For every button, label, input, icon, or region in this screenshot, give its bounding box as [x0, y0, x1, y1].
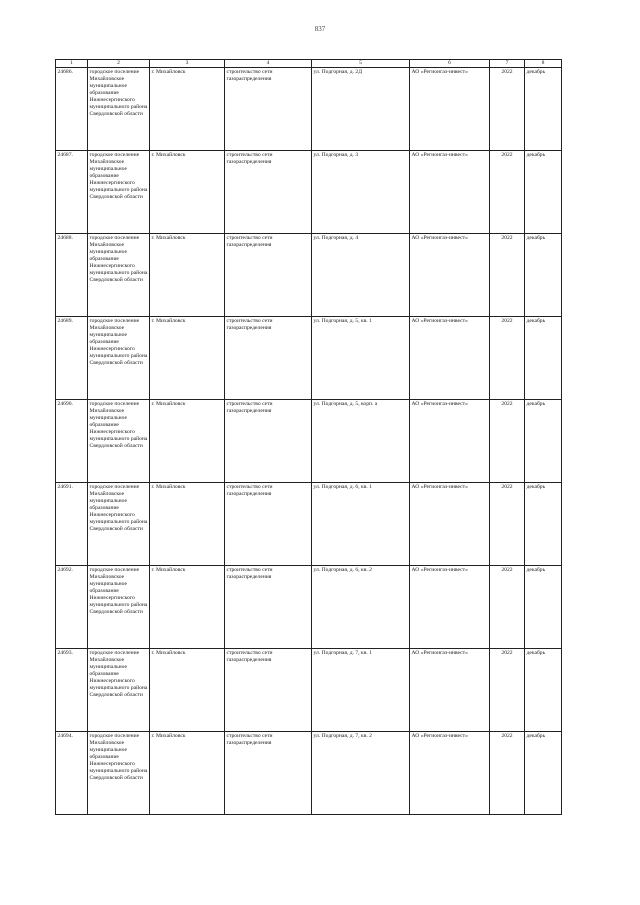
- address-cell: ул. Подгорная, д. 3: [312, 151, 410, 234]
- year-cell: 2022: [490, 234, 525, 317]
- month-cell: декабрь: [525, 151, 562, 234]
- settlement-cell: г. Михайловск: [150, 483, 225, 566]
- year-cell: 2022: [490, 68, 525, 151]
- year-cell: 2022: [490, 566, 525, 649]
- column-header: 4: [225, 60, 312, 68]
- address-cell: ул. Подгорная, д. 6, кв. 2: [312, 566, 410, 649]
- municipality-cell: городское поселение Михайловское муниципальное образование Нижнесергинского муниципального района Свердловской области: [88, 68, 150, 151]
- settlement-cell: г. Михайловск: [150, 400, 225, 483]
- row-number: 24692.: [56, 566, 88, 649]
- municipality-cell: городское поселение Михайловское муниципальное образование Нижнесергинского муниципального района Свердловской области: [88, 151, 150, 234]
- municipality-cell: городское поселение Михайловское муниципальное образование Нижнесергинского муниципального района Свердловской области: [88, 317, 150, 400]
- table-row: [56, 732, 562, 815]
- registry-table: [55, 59, 562, 815]
- address-cell: ул. Подгорная, д. 5, кв. 1: [312, 317, 410, 400]
- work-type-cell: строительство сети газораспределения: [225, 68, 312, 151]
- table-row: [56, 566, 562, 649]
- month-cell: декабрь: [525, 317, 562, 400]
- work-type-cell: строительство сети газораспределения: [225, 566, 312, 649]
- address-cell: ул. Подгорная, д. 6, кв. 1: [312, 483, 410, 566]
- column-header: 3: [150, 60, 225, 68]
- address-cell: ул. Подгорная, д. 7, кв. 1: [312, 649, 410, 732]
- column-header: 5: [312, 60, 410, 68]
- column-header: 7: [490, 60, 525, 68]
- row-number: 24688.: [56, 234, 88, 317]
- year-cell: 2022: [490, 732, 525, 815]
- year-cell: 2022: [490, 649, 525, 732]
- row-number: 24686.: [56, 68, 88, 151]
- row-number: 24689.: [56, 317, 88, 400]
- work-type-cell: строительство сети газораспределения: [225, 400, 312, 483]
- table-row: [56, 68, 562, 151]
- month-cell: декабрь: [525, 400, 562, 483]
- work-type-cell: строительство сети газораспределения: [225, 483, 312, 566]
- address-cell: ул. Подгорная, д. 2Д: [312, 68, 410, 151]
- header-row: [56, 60, 562, 68]
- settlement-cell: г. Михайловск: [150, 317, 225, 400]
- row-number: 24687.: [56, 151, 88, 234]
- table-row: [56, 317, 562, 400]
- municipality-cell: городское поселение Михайловское муниципальное образование Нижнесергинского муниципального района Свердловской области: [88, 234, 150, 317]
- table-row: [56, 400, 562, 483]
- page-number: 837: [314, 25, 326, 33]
- month-cell: декабрь: [525, 566, 562, 649]
- organization-cell: АО «Регионгаз-инвест»: [410, 68, 490, 151]
- organization-cell: АО «Регионгаз-инвест»: [410, 732, 490, 815]
- column-header: 8: [525, 60, 562, 68]
- settlement-cell: г. Михайловск: [150, 732, 225, 815]
- year-cell: 2022: [490, 400, 525, 483]
- table-row: [56, 649, 562, 732]
- month-cell: декабрь: [525, 483, 562, 566]
- municipality-cell: городское поселение Михайловское муниципальное образование Нижнесергинского муниципального района Свердловской области: [88, 483, 150, 566]
- month-cell: декабрь: [525, 234, 562, 317]
- address-cell: ул. Подгорная, д. 5, корп. а: [312, 400, 410, 483]
- year-cell: 2022: [490, 151, 525, 234]
- settlement-cell: г. Михайловск: [150, 649, 225, 732]
- column-header: 2: [88, 60, 150, 68]
- year-cell: 2022: [490, 317, 525, 400]
- work-type-cell: строительство сети газораспределения: [225, 317, 312, 400]
- work-type-cell: строительство сети газораспределения: [225, 234, 312, 317]
- month-cell: декабрь: [525, 649, 562, 732]
- table-row: [56, 483, 562, 566]
- organization-cell: АО «Регионгаз-инвест»: [410, 649, 490, 732]
- column-header: 1: [56, 60, 88, 68]
- settlement-cell: г. Михайловск: [150, 234, 225, 317]
- municipality-cell: городское поселение Михайловское муниципальное образование Нижнесергинского муниципального района Свердловской области: [88, 566, 150, 649]
- organization-cell: АО «Регионгаз-инвест»: [410, 566, 490, 649]
- settlement-cell: г. Михайловск: [150, 566, 225, 649]
- year-cell: 2022: [490, 483, 525, 566]
- organization-cell: АО «Регионгаз-инвест»: [410, 151, 490, 234]
- row-number: 24694.: [56, 732, 88, 815]
- organization-cell: АО «Регионгаз-инвест»: [410, 317, 490, 400]
- organization-cell: АО «Регионгаз-инвест»: [410, 234, 490, 317]
- work-type-cell: строительство сети газораспределения: [225, 649, 312, 732]
- row-number: 24693.: [56, 649, 88, 732]
- row-number: 24690.: [56, 400, 88, 483]
- table-row: [56, 234, 562, 317]
- address-cell: ул. Подгорная, д. 4: [312, 234, 410, 317]
- settlement-cell: г. Михайловск: [150, 68, 225, 151]
- month-cell: декабрь: [525, 732, 562, 815]
- municipality-cell: городское поселение Михайловское муниципальное образование Нижнесергинского муниципального района Свердловской области: [88, 649, 150, 732]
- work-type-cell: строительство сети газораспределения: [225, 732, 312, 815]
- municipality-cell: городское поселение Михайловское муниципальное образование Нижнесергинского муниципального района Свердловской области: [88, 732, 150, 815]
- settlement-cell: г. Михайловск: [150, 151, 225, 234]
- organization-cell: АО «Регионгаз-инвест»: [410, 483, 490, 566]
- table-row: [56, 151, 562, 234]
- organization-cell: АО «Регионгаз-инвест»: [410, 400, 490, 483]
- column-header: 6: [410, 60, 490, 68]
- address-cell: ул. Подгорная, д. 7, кв. 2: [312, 732, 410, 815]
- month-cell: декабрь: [525, 68, 562, 151]
- row-number: 24691.: [56, 483, 88, 566]
- municipality-cell: городское поселение Михайловское муниципальное образование Нижнесергинского муниципального района Свердловской области: [88, 400, 150, 483]
- work-type-cell: строительство сети газораспределения: [225, 151, 312, 234]
